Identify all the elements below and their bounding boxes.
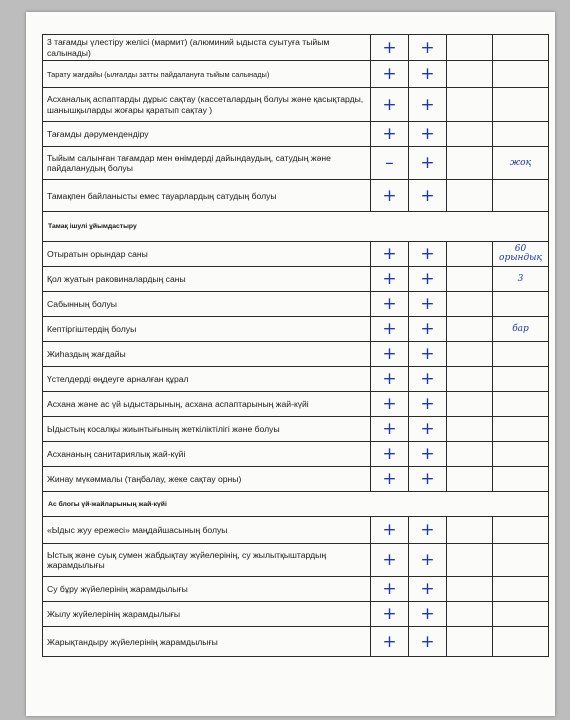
mark-column-2: + xyxy=(409,367,447,392)
mark-column-2: + xyxy=(409,147,447,180)
mark-column-1: + xyxy=(371,517,409,544)
mark-column-1: + xyxy=(371,442,409,467)
table-row xyxy=(43,292,549,317)
item-label: Тыйым салынған тағамдар мен өнімдерді дайындаудың, сатудың және пайдаланудың болуы xyxy=(43,147,371,180)
mark-column-2: + xyxy=(409,442,447,467)
empty-cell xyxy=(447,417,493,442)
handwritten-note xyxy=(493,180,549,212)
table-row xyxy=(43,342,549,367)
empty-cell xyxy=(447,147,493,180)
handwritten-note xyxy=(493,517,549,544)
mark-column-2: + xyxy=(409,61,447,88)
item-label: 3 тағамды үлестіру желісі (мармит) (алюминий ыдыста суытуға тыйым салынады) xyxy=(43,35,371,61)
mark-column-1: + xyxy=(371,417,409,442)
mark-column-2: + xyxy=(409,392,447,417)
mark-column-1: + xyxy=(371,35,409,61)
empty-cell xyxy=(447,88,493,122)
item-label: Ыстық және суық сумен жабдықтау жүйелерінің, су жылытқыштардың жарамдылығы xyxy=(43,544,371,577)
mark-column-2: + xyxy=(409,577,447,602)
item-label: Асхана және ас үй ыдыстарының, асхана аспаптарының жай-күйі xyxy=(43,392,371,417)
handwritten-note xyxy=(493,627,549,657)
mark-column-2: + xyxy=(409,342,447,367)
table-row xyxy=(43,577,549,602)
table-row xyxy=(43,242,549,267)
handwritten-note xyxy=(493,417,549,442)
mark-column-1: + xyxy=(371,317,409,342)
item-label: Асхананың санитариялық жай-күйі xyxy=(43,442,371,467)
item-label: Отыратын орындар саны xyxy=(43,242,371,267)
item-label: Жиһаздың жағдайы xyxy=(43,342,371,367)
mark-column-1: + xyxy=(371,367,409,392)
handwritten-note xyxy=(493,342,549,367)
empty-cell xyxy=(447,292,493,317)
empty-cell xyxy=(447,442,493,467)
empty-cell xyxy=(447,392,493,417)
handwritten-note xyxy=(493,88,549,122)
table-row xyxy=(43,61,549,88)
empty-cell xyxy=(447,342,493,367)
table-row xyxy=(43,602,549,627)
section-row xyxy=(43,492,549,517)
item-label: Қол жуатын раковиналардың саны xyxy=(43,267,371,292)
handwritten-note xyxy=(493,602,549,627)
empty-cell xyxy=(447,602,493,627)
table-row xyxy=(43,442,549,467)
handwritten-note xyxy=(493,122,549,147)
table-row xyxy=(43,180,549,212)
handwritten-note xyxy=(493,367,549,392)
mark-column-2: + xyxy=(409,317,447,342)
mark-column-2: + xyxy=(409,627,447,657)
mark-column-2: + xyxy=(409,180,447,212)
mark-column-2: + xyxy=(409,292,447,317)
mark-column-1: + xyxy=(371,602,409,627)
mark-column-1: + xyxy=(371,88,409,122)
item-label: Жылу жүйелерінің жарамдылығы xyxy=(43,602,371,627)
handwritten-note xyxy=(493,61,549,88)
mark-column-1: + xyxy=(371,292,409,317)
handwritten-note xyxy=(493,467,549,492)
section-row xyxy=(43,212,549,242)
empty-cell xyxy=(447,367,493,392)
item-label: Ыдыстың косалқы жиынтығының жеткіліктілігі және болуы xyxy=(43,417,371,442)
table-row xyxy=(43,88,549,122)
mark-column-1: + xyxy=(371,267,409,292)
empty-cell xyxy=(447,544,493,577)
item-label: Тамақпен байланысты емес тауарлардың сатудың болуы xyxy=(43,180,371,212)
document-sheet xyxy=(26,12,555,716)
empty-cell xyxy=(447,35,493,61)
item-label: Су бұру жүйелерінің жарамдылығы xyxy=(43,577,371,602)
empty-cell xyxy=(447,317,493,342)
mark-column-2: + xyxy=(409,467,447,492)
item-label: Сабынның болуы xyxy=(43,292,371,317)
empty-cell xyxy=(447,517,493,544)
table-row xyxy=(43,544,549,577)
mark-column-1: – xyxy=(371,147,409,180)
table-row xyxy=(43,367,549,392)
checklist-table xyxy=(42,34,549,657)
table-row xyxy=(43,517,549,544)
handwritten-note: 60 орындық xyxy=(493,242,549,267)
mark-column-1: + xyxy=(371,577,409,602)
handwritten-note xyxy=(493,292,549,317)
item-label: Жарықтандыру жүйелерінің жарамдылығы xyxy=(43,627,371,657)
mark-column-2: + xyxy=(409,602,447,627)
table-row xyxy=(43,147,549,180)
mark-column-1: + xyxy=(371,61,409,88)
empty-cell xyxy=(447,122,493,147)
empty-cell xyxy=(447,61,493,88)
handwritten-note xyxy=(493,577,549,602)
mark-column-2: + xyxy=(409,417,447,442)
handwritten-note xyxy=(493,544,549,577)
table-row xyxy=(43,627,549,657)
mark-column-1: + xyxy=(371,180,409,212)
item-label: Тарату жағдайы (ылғалды затты пайдалануға тыйым салынады) xyxy=(43,61,371,88)
mark-column-2: + xyxy=(409,544,447,577)
mark-column-2: + xyxy=(409,35,447,61)
table-row xyxy=(43,392,549,417)
mark-column-1: + xyxy=(371,627,409,657)
handwritten-note: жоқ xyxy=(493,147,549,180)
item-label: Жинау мүкәммалы (таңбалау, жеке сақтау орны) xyxy=(43,467,371,492)
handwritten-note xyxy=(493,392,549,417)
table-row xyxy=(43,417,549,442)
handwritten-note: бар xyxy=(493,317,549,342)
item-label: Үстелдерді өңдеуге арналған құрал xyxy=(43,367,371,392)
mark-column-1: + xyxy=(371,242,409,267)
mark-column-2: + xyxy=(409,267,447,292)
mark-column-1: + xyxy=(371,122,409,147)
empty-cell xyxy=(447,267,493,292)
empty-cell xyxy=(447,627,493,657)
item-label: Кептіргіштердің болуы xyxy=(43,317,371,342)
mark-column-1: + xyxy=(371,342,409,367)
item-label: Тағамды дәрумендендіру xyxy=(43,122,371,147)
item-label: «Ыдыс жуу ережесі» маңдайшасының болуы xyxy=(43,517,371,544)
table-row xyxy=(43,35,549,61)
mark-column-2: + xyxy=(409,242,447,267)
table-row xyxy=(43,467,549,492)
table-row xyxy=(43,122,549,147)
empty-cell xyxy=(447,577,493,602)
section-title: Ас блогы үй-жайларының жай-күйі xyxy=(43,492,549,517)
mark-column-1: + xyxy=(371,467,409,492)
table-row xyxy=(43,317,549,342)
mark-column-2: + xyxy=(409,517,447,544)
empty-cell xyxy=(447,242,493,267)
mark-column-1: + xyxy=(371,544,409,577)
item-label: Асханалық аспаптарды дұрыс сақтау (кассеталардың болуы және қасықтарды, шанышқыларды жоғары қаратып сақтау ) xyxy=(43,88,371,122)
empty-cell xyxy=(447,467,493,492)
mark-column-2: + xyxy=(409,88,447,122)
handwritten-note: 3 xyxy=(493,267,549,292)
section-title: Тамақ ішулі ұйымдастыру xyxy=(43,212,549,242)
mark-column-1: + xyxy=(371,392,409,417)
mark-column-2: + xyxy=(409,122,447,147)
handwritten-note xyxy=(493,442,549,467)
checklist-body xyxy=(43,35,549,657)
empty-cell xyxy=(447,180,493,212)
handwritten-note xyxy=(493,35,549,61)
table-row xyxy=(43,267,549,292)
